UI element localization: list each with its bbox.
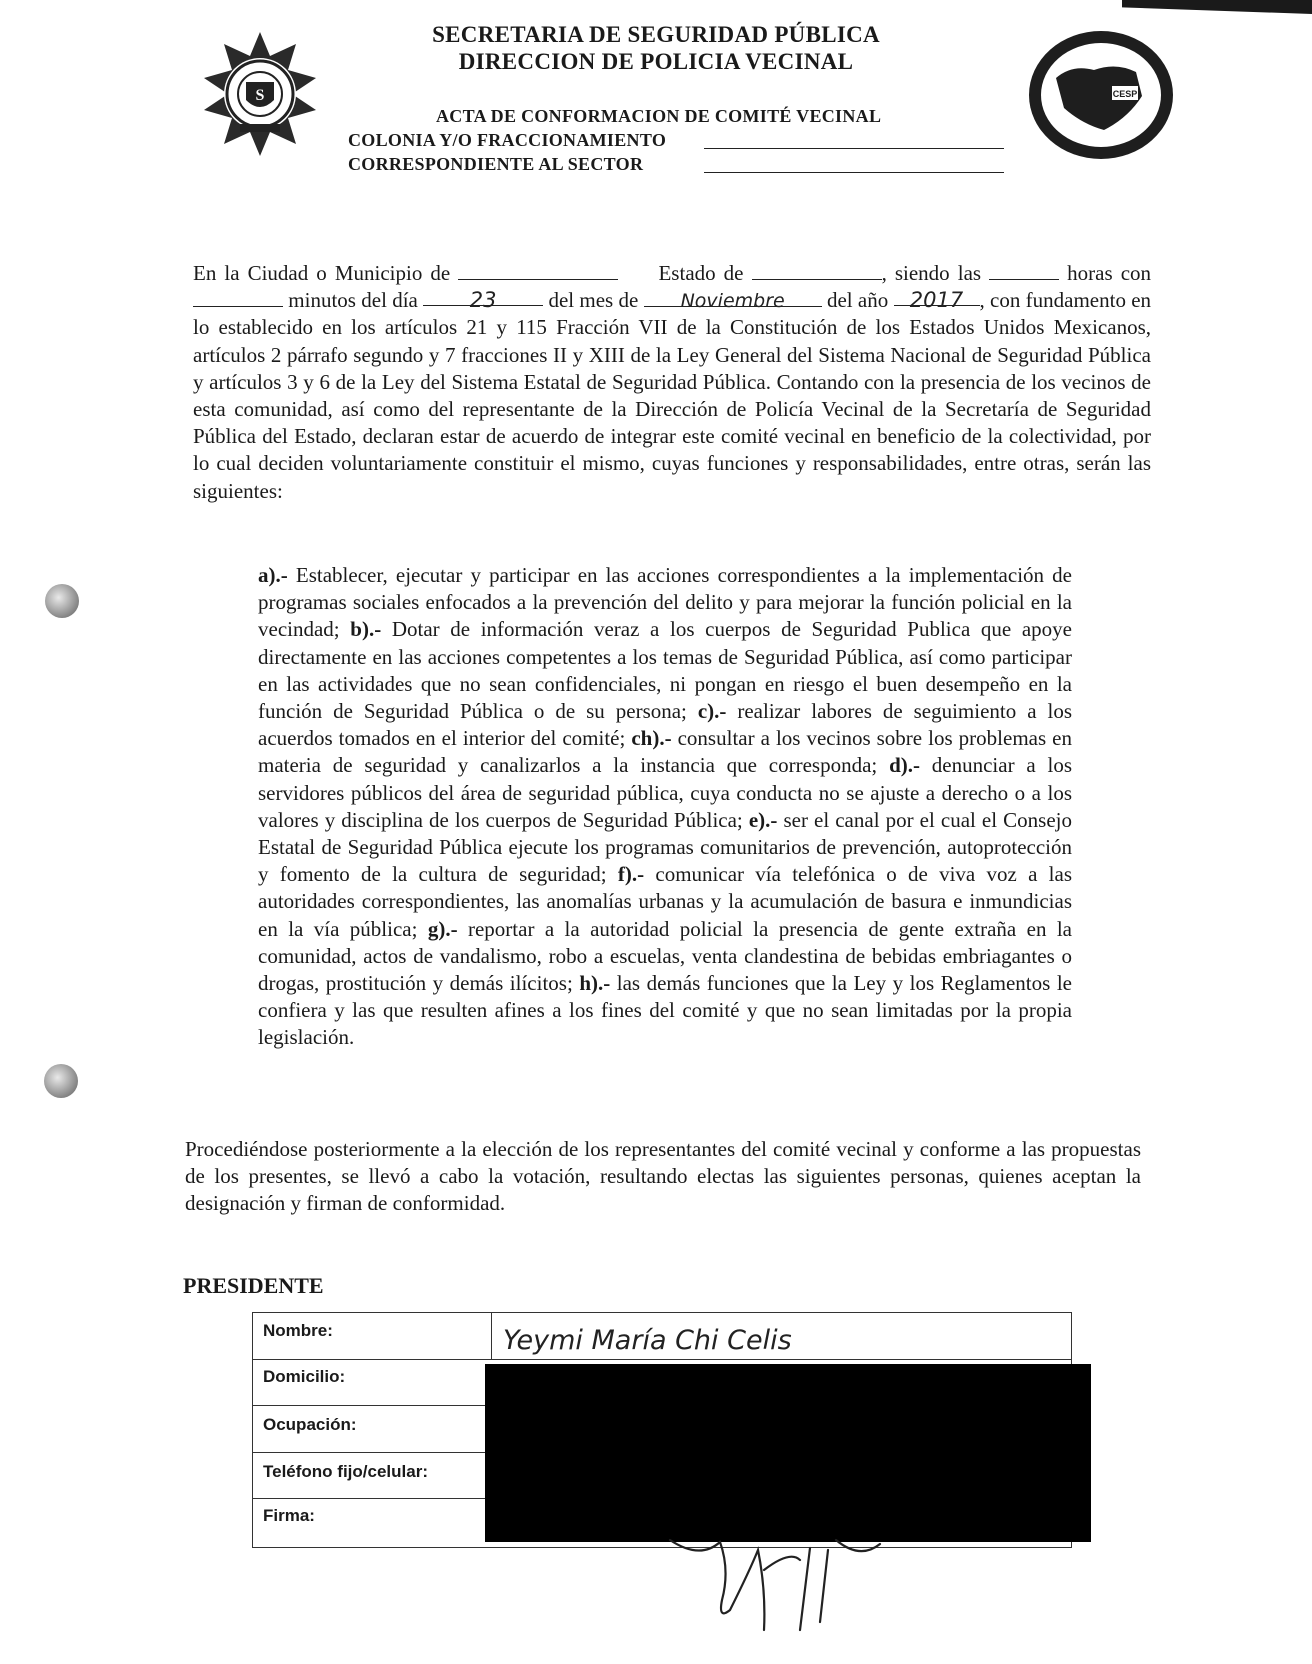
- nombre-divider: [491, 1313, 492, 1359]
- estado-blank: [752, 261, 882, 280]
- minutos-blank: [193, 288, 283, 307]
- intro-text-5: minutos del día: [288, 288, 418, 313]
- intro-text-8: , con fundamento en lo establecido en los artículos 21 y 115 Fracción VII de la Constitución de los Estados Unidos Mexicanos, artículos 2 párrafo segundo y 7 fracciones II y XIII de la Ley General del Sistema Nacional de Seguridad Pública y artículos 3 y 6 de la Ley del Sistema Estatal de Seguridad Pública. Contando con la presencia de los vecinos de esta comunidad, así como del representante de la Dirección de Policía Vecinal de la Secretaría de Seguridad Pública del Estado, declaran estar de acuerdo de integrar este comité vecinal en beneficio de la colectividad, por lo cual deciden voluntariamente constituir el mismo, cuyas funciones y responsabilidades, entre otras, serán las siguientes:: [193, 288, 1152, 503]
- telefono-label: Teléfono fijo/celular:: [263, 1462, 428, 1481]
- function-h-label: h).-: [579, 971, 611, 996]
- function-a-text: Establecer, ejecutar y participar en las acciones correspondientes a la implementación de programas sociales enfocados a la prevención del delito y para mejorar la función policial en la vecindad;: [258, 563, 1072, 642]
- colonia-label: COLONIA Y/O FRACCIONAMIENTO: [348, 130, 667, 150]
- intro-text-4: horas con: [1067, 261, 1152, 285]
- intro-text-2: Estado de: [658, 261, 744, 285]
- presidente-title: PRESIDENTE: [183, 1273, 324, 1298]
- intro-text-7: del año: [826, 288, 889, 313]
- function-h-text: las demás funciones que la Ley y los Reglamentos le confiera y las que resulten afines a los fines del comité y que no sean limitadas por la propia legislación.: [258, 971, 1072, 1050]
- function-f-label: f).-: [617, 862, 645, 887]
- punch-hole-top: [45, 584, 79, 618]
- header-title: SECRETARIA DE SEGURIDAD PÚBLICA: [432, 22, 880, 47]
- functions-paragraph: [258, 562, 1072, 1052]
- function-e-label: e).-: [748, 807, 778, 832]
- svg-text:S: S: [255, 87, 265, 104]
- sector-label: CORRESPONDIENTE AL SECTOR: [348, 154, 644, 174]
- sector-line: [704, 172, 1004, 173]
- function-b-label: b).-: [350, 617, 382, 642]
- domicilio-label: Domicilio:: [263, 1367, 346, 1386]
- intro-text-6: del mes de: [548, 288, 639, 313]
- function-c-label: c).-: [697, 699, 727, 724]
- municipio-blank: [458, 261, 618, 280]
- function-d-label: d).-: [889, 753, 920, 778]
- scan-corner-mark: [1122, 0, 1312, 14]
- function-g-text: reportar a la autoridad policial la presencia de gente extraña en la comunidad, actos de vandalismo, robo a escuelas, venta clandestina de bebidas embriagantes o drogas, prostitución y demás ilícitos;: [258, 916, 1072, 996]
- intro-text-1: En la Ciudad o Municipio de: [193, 261, 451, 285]
- nombre-value: Yeymi María Chi Celis: [503, 1325, 792, 1356]
- intro-text-3: , siendo las: [881, 261, 982, 285]
- consejo-estatal-seal-icon: [1024, 26, 1178, 164]
- function-b-text: Dotar de información veraz a los cuerpos de Seguridad Publica que apoye directamente en las acciones competentes a los temas de Seguridad Pública, así como participar en las actividades que no sean confidenciales, ni pongan en riesgo el buen desempeño en la función de Seguridad Pública o de su persona;: [258, 617, 1072, 724]
- nombre-label: Nombre:: [263, 1321, 333, 1340]
- colonia-line: [704, 148, 1004, 149]
- intro-paragraph: [193, 260, 1151, 505]
- function-ch-label: ch).-: [631, 726, 672, 751]
- function-e-text: ser el canal por el cual el Consejo Estatal de Seguridad Pública ejecute los programas comunitarios de prevención, autoprotección y fomento de la cultura de seguridad;: [258, 807, 1072, 887]
- hora-blank: [989, 261, 1059, 280]
- signature-icon: [660, 1530, 890, 1640]
- acta-title: ACTA DE CONFORMACION DE COMITÉ VECINAL: [436, 106, 882, 126]
- function-d-text: denunciar a los servidores públicos del área de seguridad pública, cuya conducta no se ajuste a derecho o a los valores y disciplina de los cuerpos de Seguridad Pública;: [258, 753, 1072, 832]
- svg-text:CESP: CESP: [1112, 89, 1138, 99]
- dia-value: 23: [423, 287, 543, 306]
- function-f-text: comunicar vía telefónica o de viva voz a las autoridades correspondientes, las anomalías urbanas y la acumulación de basura e inmundicias en la vía pública;: [258, 862, 1073, 941]
- ocupacion-label: Ocupación:: [263, 1415, 357, 1434]
- row-nombre: [253, 1313, 1071, 1360]
- firma-label: Firma:: [263, 1506, 315, 1525]
- function-ch-text: consultar a los vecinos sobre los problemas en materia de seguridad y canalizarlos a la instancia que corresponda;: [258, 726, 1072, 778]
- punch-hole-bottom: [44, 1064, 78, 1098]
- header-subtitle: DIRECCION DE POLICIA VECINAL: [458, 49, 854, 74]
- function-g-label: g).-: [427, 916, 458, 941]
- mes-value: Noviembre: [644, 288, 822, 307]
- anio-value: 2017: [894, 287, 980, 306]
- function-a-label: a).-: [258, 563, 288, 587]
- redaction-box: [485, 1364, 1091, 1542]
- closing-paragraph: Procediéndose posteriormente a la elección de los representantes del comité vecinal y conforme a las propuestas de los presentes, se llevó a cabo la votación, resultando electas las siguientes personas, quienes aceptan la designación y firman de conformidad.: [185, 1137, 1141, 1216]
- function-c-text: realizar labores de seguimiento a los acuerdos tomados en el interior del comité;: [258, 699, 1072, 751]
